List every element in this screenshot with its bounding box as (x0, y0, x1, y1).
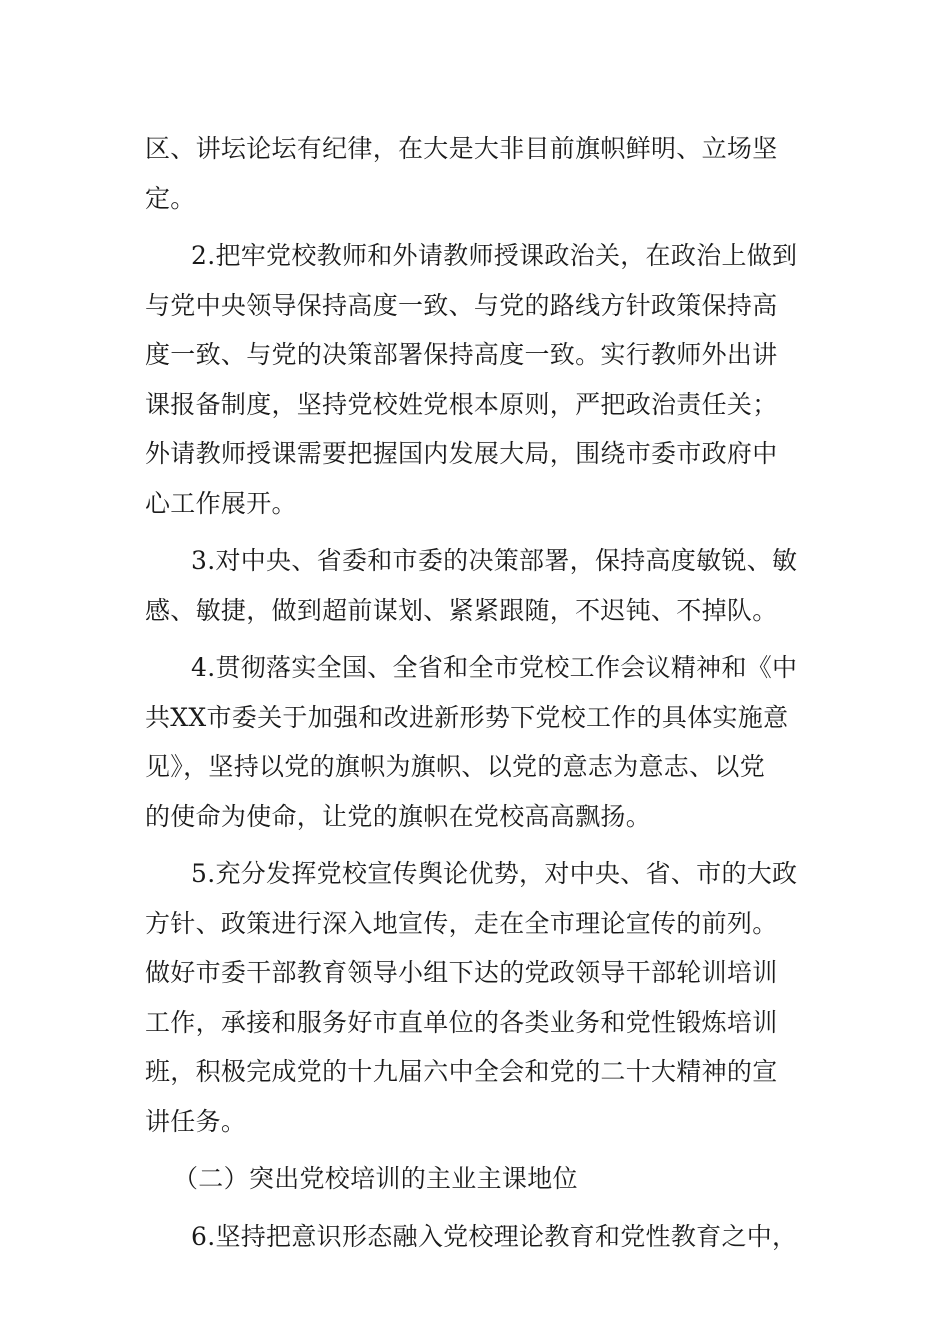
document-body (145, 124, 810, 1261)
text-line: 讲任务。 (145, 1106, 247, 1136)
text-line: 3.对中央、省委和市委的决策部署，保持高度敏锐、敏 (191, 546, 798, 575)
heading-line: （二）突出党校培训的主业主课地位 (173, 1164, 578, 1193)
text-line: 2.把牢党校教师和外请教师授课政治关，在政治上做到 (191, 241, 798, 270)
text-line: 方针、政策进行深入地宣传，走在全市理论宣传的前列。 (145, 908, 778, 938)
paragraph-item-2 (145, 231, 810, 528)
text-line: 课报备制度，坚持党校姓党根本原则，严把政治责任关； (145, 389, 778, 419)
text-line: 的使命为使命，让党的旗帜在党校高高飘扬。 (145, 801, 652, 831)
paragraph-item-3 (145, 536, 810, 635)
text-line: 做好市委干部教育领导小组下达的党政领导干部轮训培训 (145, 958, 778, 987)
text-line: 与党中央领导保持高度一致、与党的路线方针政策保持高 (145, 290, 778, 320)
text-line: 度一致、与党的决策部署保持高度一致。实行教师外出讲 (145, 340, 778, 369)
section-heading (145, 1154, 810, 1204)
text-line: 见》，坚持以党的旗帜为旗帜、以党的意志为意志、以党 (145, 752, 766, 781)
text-line: 4.贯彻落实全国、全省和全市党校工作会议精神和《中 (191, 653, 798, 682)
text-line: 5.充分发挥党校宣传舆论优势，对中央、省、市的大政 (191, 859, 798, 888)
paragraph-item-5 (145, 849, 810, 1146)
text-line: 共XX市委关于加强和改进新形势下党校工作的具体实施意 (145, 702, 789, 732)
text-line: 区、讲坛论坛有纪律，在大是大非目前旗帜鲜明、立场坚 (145, 134, 778, 163)
paragraph-item-4 (145, 643, 810, 841)
text-line: 外请教师授课需要把握国内发展大局，围绕市委市政府中 (145, 439, 778, 468)
text-line: 班，积极完成党的十九届六中全会和党的二十大精神的宣 (145, 1057, 778, 1086)
text-line: 6.坚持把意识形态融入党校理论教育和党性教育之中， (191, 1221, 798, 1251)
text-line: 工作，承接和服务好市直单位的各类业务和党性锻炼培训 (145, 1007, 778, 1037)
paragraph-item-6 (145, 1212, 810, 1262)
paragraph-continued (145, 124, 810, 223)
text-line: 心工作展开。 (145, 488, 297, 518)
text-line: 感、敏捷，做到超前谋划、紧紧跟随，不迟钝、不掉队。 (145, 595, 778, 625)
text-line: 定。 (145, 183, 196, 213)
